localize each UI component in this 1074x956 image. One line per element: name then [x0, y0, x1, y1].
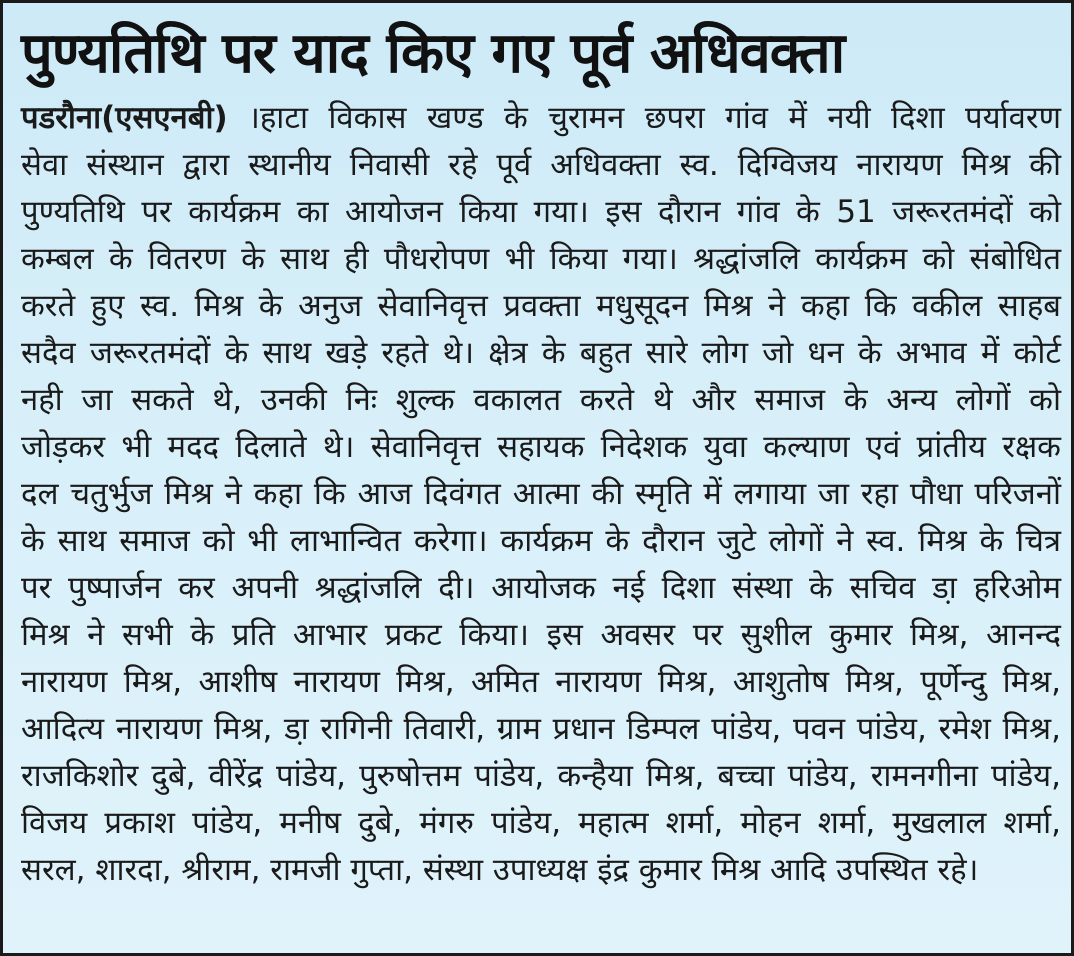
body-line: सेवा संस्थान द्वारा स्थानीय निवासी रहे पूर्व अधिवक्ता स्व. दिग्विजय नारायण मिश्र की [21, 147, 1061, 183]
body-line: जोड़कर भी मदद दिलाते थे। सेवानिवृत्त सहायक निदेशक युवा कल्याण एवं प्रांतीय रक्षक [21, 429, 1061, 465]
body-line [21, 95, 1061, 142]
body-line: नारायण मिश्र, आशीष नारायण मिश्र, अमित नारायण मिश्र, आशुतोष मिश्र, पूर्णेन्दु मिश्र, [21, 664, 1061, 700]
body-line: राजकिशोर दुबे, वीरेंद्र पांडेय, पुरुषोत्तम पांडेय, कन्हैया मिश्र, बच्चा पांडेय, रामनगीना पांडेय, [21, 758, 1061, 794]
body-line: मिश्र ने सभी के प्रति आभार प्रकट किया। इस अवसर पर सुशील कुमार मिश्र, आनन्द [21, 617, 1061, 653]
body-line: कम्बल के वितरण के साथ ही पौधरोपण भी किया गया। श्रद्धांजलि कार्यक्रम को संबोधित [21, 241, 1061, 277]
body-line: पर पुष्पार्जन कर अपनी श्रद्धांजलि दी। आयोजक नई दिशा संस्था के सचिव डा़ हरिओम [21, 570, 1061, 606]
body-line: करते हुए स्व. मिश्र के अनुज सेवानिवृत्त प्रवक्ता मधुसूदन मिश्र ने कहा कि वकील साहब [21, 288, 1061, 324]
body-line: सरल, शारदा, श्रीराम, रामजी गुप्ता, संस्था उपाध्यक्ष इंद्र कुमार मिश्र आदि उपस्थित रहे। [21, 852, 979, 888]
body-line: के साथ समाज को भी लाभान्वित करेगा। कार्यक्रम के दौरान जुटे लोगों ने स्व. मिश्र के चित्र [21, 523, 1061, 559]
body-line: विजय प्रकाश पांडेय, मनीष दुबे, मंगरु पांडेय, महात्म शर्मा, मोहन शर्मा, मुखलाल शर्मा, [21, 805, 1061, 841]
body-line: सदैव जरूरतमंदों के साथ खड़े रहते थे। क्षेत्र के बहुत सारे लोग जो धन के अभाव में कोर्ट [21, 335, 1061, 371]
body-line: दल चतुर्भुज मिश्र ने कहा कि आज दिवंगत आत्मा की स्मृति में लगाया जा रहा पौधा परिजनों [21, 476, 1061, 512]
article-body [21, 95, 1061, 894]
body-line: आदित्य नारायण मिश्र, डा़ रागिनी तिवारी, ग्राम प्रधान डिम्पल पांडेय, पवन पांडेय, रमेश मिश्र, [21, 711, 1061, 747]
dateline: पडरौना(एसएनबी) [21, 100, 228, 136]
body-line: पुण्यतिथि पर कार्यक्रम का आयोजन किया गया। इस दौरान गांव के 51 जरूरतमंदों को [21, 194, 1061, 230]
first-line-text: ।हाटा विकास खण्ड के चुरामन छपरा गांव में नयी दिशा पर्यावरण [227, 100, 1061, 136]
headline: पुण्यतिथि पर याद किए गए पूर्व अधिवक्ता [21, 21, 845, 86]
body-line: नही जा सकते थे, उनकी निः शुल्क वकालत करते थे और समाज के अन्य लोगों को [21, 382, 1061, 418]
